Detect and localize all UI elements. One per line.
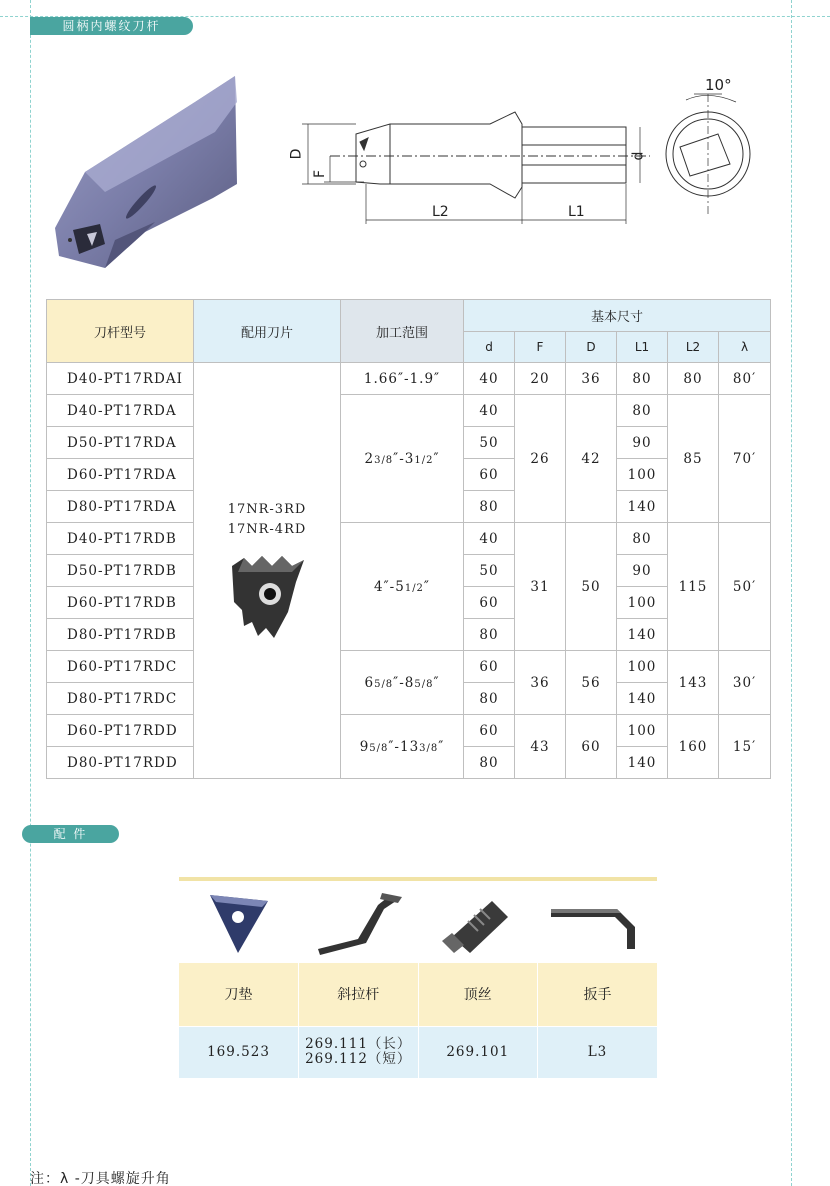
clamp-rod-icon: [308, 887, 408, 957]
drawing-d-label: d: [630, 151, 647, 161]
range-cell: 1.66″-1.9″: [341, 363, 464, 395]
acc-clamp-rod-short: 269.112（短）: [305, 1051, 412, 1068]
d-cell: 60: [464, 715, 515, 747]
L1-cell: 100: [617, 715, 668, 747]
lambda-cell: 70′: [719, 395, 771, 523]
D-cell: 50: [566, 523, 617, 651]
L2-cell: 115: [668, 523, 719, 651]
L2-cell: 160: [668, 715, 719, 779]
L1-cell: 100: [617, 651, 668, 683]
accessories-icons: [179, 881, 657, 963]
range-part: ″-13: [388, 738, 420, 755]
D-cell: 42: [566, 395, 617, 523]
section-title-accessories: 配 件: [22, 825, 119, 843]
L1-cell: 90: [617, 555, 668, 587]
header-basic-dims: 基本尺寸: [464, 300, 771, 332]
L1-cell: 140: [617, 491, 668, 523]
acc-header-shim: 刀垫: [179, 963, 299, 1026]
range-part: 4″-5: [374, 578, 405, 595]
model-cell: D60-PT17RDD: [47, 715, 194, 747]
L1-cell: 90: [617, 427, 668, 459]
L1-cell: 140: [617, 619, 668, 651]
range-part: ″-8: [393, 674, 415, 691]
insert-model-2: 17NR-4RD: [227, 521, 307, 537]
d-cell: 40: [464, 363, 515, 395]
acc-set-screw-code: 269.101: [418, 1026, 538, 1078]
insert-model-1: 17NR-3RD: [227, 501, 307, 517]
lambda-cell: 15′: [719, 715, 771, 779]
acc-clamp-rod-codes: [299, 1026, 419, 1078]
set-screw-image: [418, 881, 538, 963]
header-L1: L1: [617, 332, 668, 363]
range-part: 2: [364, 450, 375, 467]
range-part: 3/8: [374, 454, 394, 466]
L1-cell: 100: [617, 587, 668, 619]
L1-cell: 80: [617, 363, 668, 395]
right-guide-line: [791, 0, 792, 1186]
d-cell: 80: [464, 683, 515, 715]
range-cell: [341, 715, 464, 779]
table-row: [47, 651, 771, 683]
F-cell: 43: [515, 715, 566, 779]
L1-cell: 140: [617, 747, 668, 779]
model-cell: D80-PT17RDD: [47, 747, 194, 779]
header-L2: L2: [668, 332, 719, 363]
acc-header-wrench: 扳手: [538, 963, 658, 1026]
D-cell: 56: [566, 651, 617, 715]
F-cell: 31: [515, 523, 566, 651]
table-row: [47, 363, 771, 395]
acc-header-clamp-rod: 斜拉杆: [299, 963, 419, 1026]
header-lambda: λ: [719, 332, 771, 363]
F-cell: 20: [515, 363, 566, 395]
threading-insert-image: [222, 552, 312, 642]
footnote: 注：λ -刀具螺旋升角: [30, 1171, 171, 1186]
drawing-F-label: F: [312, 169, 329, 179]
d-cell: 40: [464, 523, 515, 555]
left-guide-line: [30, 0, 31, 1186]
model-cell: D80-PT17RDC: [47, 683, 194, 715]
header-insert: 配用刀片: [194, 300, 341, 363]
model-cell: D50-PT17RDB: [47, 555, 194, 587]
header-F: F: [515, 332, 566, 363]
model-cell: D40-PT17RDA: [47, 395, 194, 427]
range-cell: [341, 651, 464, 715]
table-row: [47, 523, 771, 555]
range-part: 1/2: [404, 582, 424, 594]
d-cell: 50: [464, 555, 515, 587]
drawing-L1-label: L1: [568, 204, 585, 220]
range-part: ″-3: [393, 450, 415, 467]
model-cell: D40-PT17RDB: [47, 523, 194, 555]
shim-image: [179, 881, 299, 963]
model-cell: D50-PT17RDA: [47, 427, 194, 459]
tool-holder-render: [45, 72, 245, 282]
acc-wrench-code: L3: [538, 1026, 658, 1078]
table-row: [47, 395, 771, 427]
d-cell: 60: [464, 587, 515, 619]
L2-cell: 143: [668, 651, 719, 715]
d-cell: 50: [464, 427, 515, 459]
range-part: 5/8: [369, 742, 389, 754]
model-cell: D60-PT17RDC: [47, 651, 194, 683]
range-part: ″: [423, 578, 430, 595]
model-cell: D40-PT17RDAⅠ: [47, 363, 194, 395]
lambda-cell: 50′: [719, 523, 771, 651]
acc-header-set-screw: 顶丝: [418, 963, 538, 1026]
L1-cell: 80: [617, 395, 668, 427]
acc-clamp-rod-long: 269.111（长）: [305, 1036, 412, 1053]
L1-cell: 140: [617, 683, 668, 715]
section-title-holder: 圆柄内螺纹刀杆: [30, 17, 193, 35]
d-cell: 80: [464, 491, 515, 523]
range-part: ″: [433, 450, 440, 467]
wrench-icon: [547, 887, 647, 957]
drawing-L2-label: L2: [432, 204, 449, 220]
D-cell: 36: [566, 363, 617, 395]
range-part: 1/2: [414, 454, 434, 466]
tool-holder-drawing: [290, 72, 770, 232]
wrench-image: [538, 881, 658, 963]
shim-icon: [204, 887, 274, 957]
clamp-rod-image: [299, 881, 419, 963]
range-part: 5/8: [414, 678, 434, 690]
d-cell: 40: [464, 395, 515, 427]
range-cell: [341, 523, 464, 651]
range-part: 3/8: [419, 742, 439, 754]
d-cell: 60: [464, 459, 515, 491]
accessories-table: [179, 963, 657, 1078]
d-cell: 80: [464, 619, 515, 651]
range-part: 6: [364, 674, 375, 691]
model-cell: D80-PT17RDA: [47, 491, 194, 523]
accessories-table-wrap: [179, 877, 657, 1078]
model-cell: D60-PT17RDB: [47, 587, 194, 619]
range-cell: [341, 395, 464, 523]
set-screw-icon: [438, 887, 518, 957]
range-part: ″: [433, 674, 440, 691]
header-D: D: [566, 332, 617, 363]
d-cell: 60: [464, 651, 515, 683]
L1-cell: 100: [617, 459, 668, 491]
range-part: 5/8: [374, 678, 394, 690]
table-row: [47, 715, 771, 747]
header-range: 加工范围: [341, 300, 464, 363]
spec-table: [46, 299, 771, 779]
L2-cell: 85: [668, 395, 719, 523]
drawing-angle-label: 10°: [705, 76, 732, 94]
L2-cell: 80: [668, 363, 719, 395]
range-part: ″: [438, 738, 445, 755]
F-cell: 36: [515, 651, 566, 715]
D-cell: 60: [566, 715, 617, 779]
drawing-D-label: D: [288, 148, 305, 160]
L1-cell: 80: [617, 523, 668, 555]
F-cell: 26: [515, 395, 566, 523]
lambda-cell: 30′: [719, 651, 771, 715]
model-cell: D60-PT17RDA: [47, 459, 194, 491]
model-cell: D80-PT17RDB: [47, 619, 194, 651]
acc-shim-code: 169.523: [179, 1026, 299, 1078]
lambda-cell: 80′: [719, 363, 771, 395]
header-d: d: [464, 332, 515, 363]
range-part: 9: [359, 738, 370, 755]
insert-cell: [194, 363, 341, 779]
d-cell: 80: [464, 747, 515, 779]
header-model: 刀杆型号: [47, 300, 194, 363]
